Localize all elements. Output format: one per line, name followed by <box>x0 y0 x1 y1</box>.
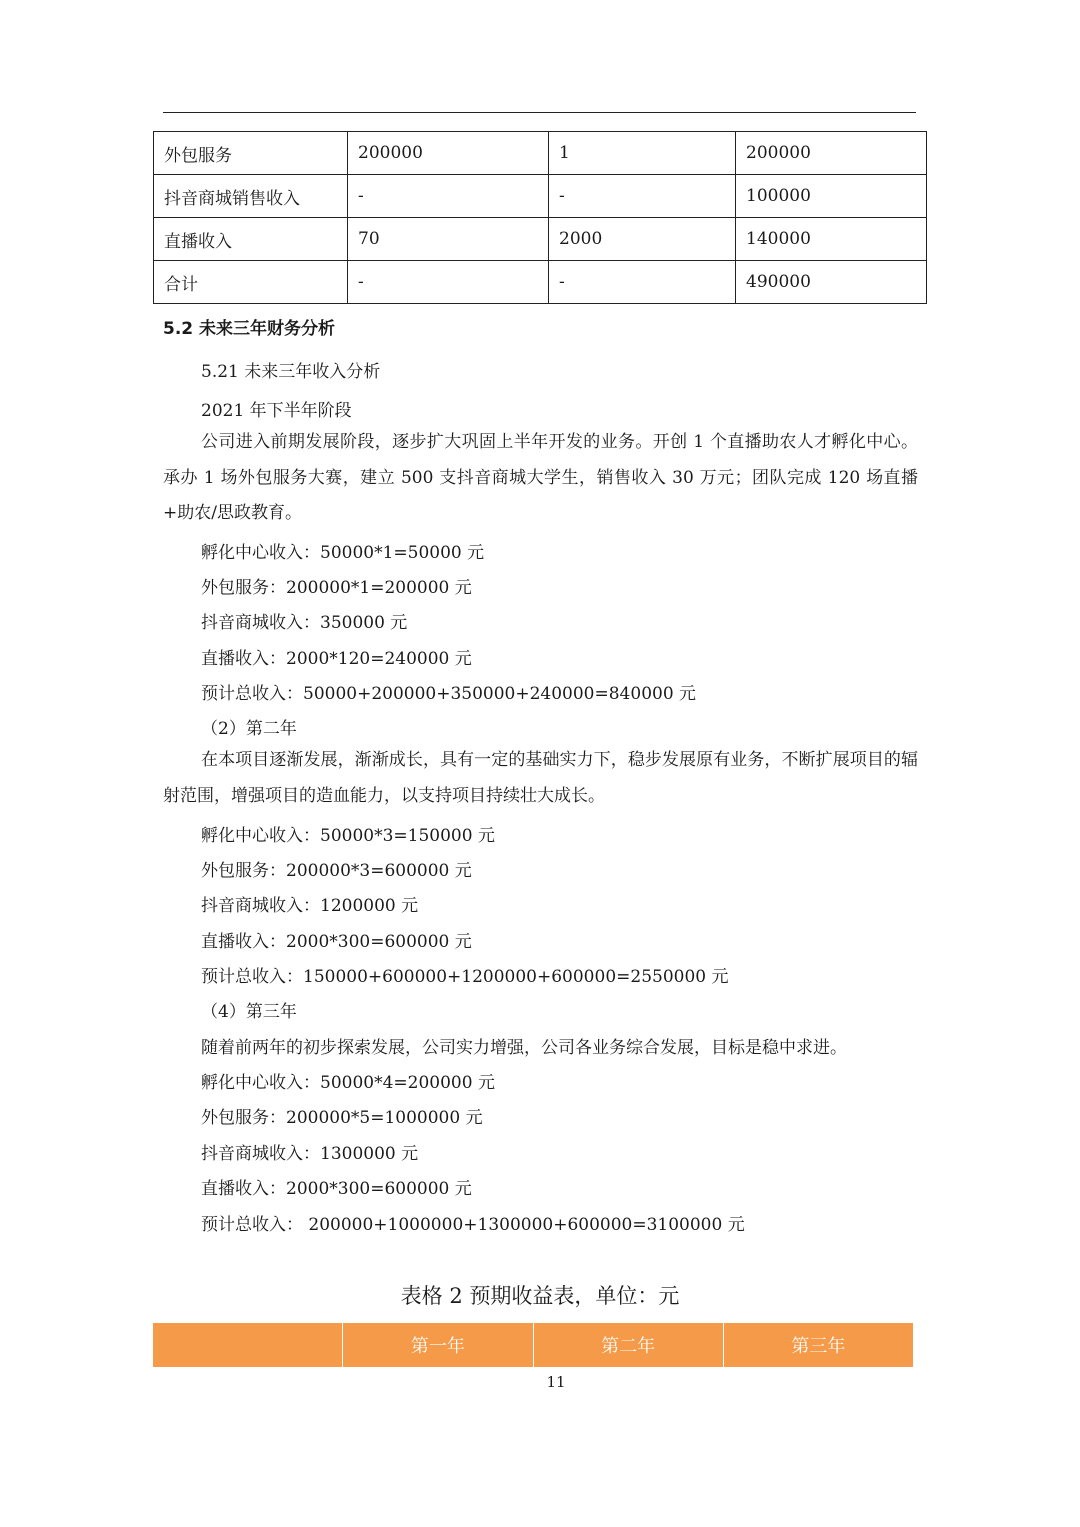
table-cell: 490000 <box>736 261 927 304</box>
table-cell: 1 <box>549 132 736 175</box>
table-cell: 2000 <box>549 218 736 261</box>
table-row <box>154 261 927 304</box>
year1-line: 预计总收入：50000+200000+350000+240000=840000 元 <box>201 684 697 704</box>
table-row <box>154 218 927 261</box>
year3-line: 直播收入：2000*300=600000 元 <box>201 1179 472 1199</box>
header-rule <box>163 112 916 113</box>
year3-line: 孵化中心收入：50000*4=200000 元 <box>201 1073 495 1093</box>
table-cell: - <box>348 261 549 304</box>
income-table <box>153 131 927 304</box>
year2-line: 外包服务：200000*3=600000 元 <box>201 861 472 881</box>
sub-heading: 5.21 未来三年收入分析 <box>201 362 381 382</box>
table-caption: 表格 2 预期收益表，单位：元 <box>400 1284 680 1308</box>
table-cell: 抖音商城销售收入 <box>154 175 348 218</box>
page-number: 11 <box>546 1373 566 1391</box>
table-cell: 100000 <box>736 175 927 218</box>
year3-paragraph: 随着前两年的初步探索发展，公司实力增强，公司各业务综合发展，目标是稳中求进。 <box>201 1038 847 1058</box>
year3-line: 外包服务：200000*5=1000000 元 <box>201 1108 483 1128</box>
table-cell: - <box>549 261 736 304</box>
year3-title: （4）第三年 <box>201 1002 297 1022</box>
table-cell: - <box>549 175 736 218</box>
year2-line: 预计总收入：150000+600000+1200000+600000=2550000 元 <box>201 967 729 987</box>
table-cell: 外包服务 <box>154 132 348 175</box>
header-cell: 第一年 <box>343 1323 533 1367</box>
period-label: 2021 年下半年阶段 <box>201 401 352 421</box>
revenue-table-header <box>153 1323 913 1367</box>
table-cell: 合计 <box>154 261 348 304</box>
table-cell: 140000 <box>736 218 927 261</box>
year2-title: （2）第二年 <box>201 719 297 739</box>
year1-line: 直播收入：2000*120=240000 元 <box>201 649 472 669</box>
year3-line: 预计总收入： 200000+1000000+1300000+600000=3100000 元 <box>201 1215 745 1235</box>
header-cell <box>153 1323 343 1367</box>
header-cell: 第三年 <box>791 1336 846 1357</box>
year2-line: 直播收入：2000*300=600000 元 <box>201 932 472 952</box>
year1-line: 外包服务：200000*1=200000 元 <box>201 578 472 598</box>
year1-line: 孵化中心收入：50000*1=50000 元 <box>201 543 485 563</box>
year1-line: 抖音商城收入：350000 元 <box>201 613 408 633</box>
table-row <box>154 132 927 175</box>
table-row <box>154 175 927 218</box>
header-cell: 第二年 <box>534 1323 724 1367</box>
table-cell: 200000 <box>348 132 549 175</box>
table-cell: 200000 <box>736 132 927 175</box>
year2-line: 抖音商城收入：1200000 元 <box>201 896 419 916</box>
table-cell: 70 <box>348 218 549 261</box>
year2-paragraph: 在本项目逐渐发展，渐渐成长，具有一定的基础实力下，稳步发展原有业务，不断扩展项目的辐射范围，增强项目的造血能力，以支持项目持续壮大成长。 <box>163 750 918 806</box>
table-cell: 直播收入 <box>154 218 348 261</box>
table-cell: - <box>348 175 549 218</box>
intro-paragraph: 公司进入前期发展阶段，逐步扩大巩固上半年开发的业务。开创 1 个直播助农人才孵化中心。承办 1 场外包服务大赛，建立 500 支抖音商城大学生，销售收入 30 万元；团队完成 120 场直播+助农/思政教育。 <box>163 432 918 523</box>
section-heading: 5.2 未来三年财务分析 <box>163 319 336 339</box>
year2-line: 孵化中心收入：50000*3=150000 元 <box>201 826 495 846</box>
year3-line: 抖音商城收入：1300000 元 <box>201 1144 419 1164</box>
